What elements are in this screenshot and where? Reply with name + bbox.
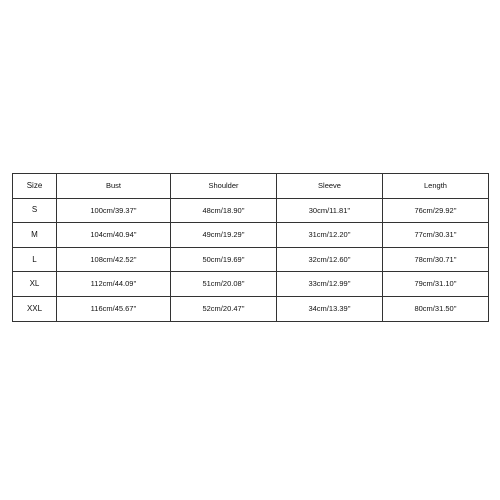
sleeve-cell: 33cm/12.99'' [277,272,383,297]
shoulder-cell: 48cm/18.90'' [171,198,277,223]
sleeve-cell: 34cm/13.39'' [277,296,383,321]
size-cell: S [13,198,57,223]
size-cell: M [13,223,57,248]
sleeve-cell: 31cm/12.20'' [277,223,383,248]
size-cell: XXL [13,296,57,321]
header-bust: Bust [57,174,171,199]
header-row [13,174,489,199]
length-cell: 76cm/29.92'' [383,198,489,223]
bust-cell: 100cm/39.37'' [57,198,171,223]
shoulder-cell: 50cm/19.69'' [171,247,277,272]
length-cell: 78cm/30.71'' [383,247,489,272]
sleeve-cell: 30cm/11.81'' [277,198,383,223]
size-chart-table [12,173,489,322]
table-row [13,272,489,297]
bust-cell: 116cm/45.67'' [57,296,171,321]
sleeve-cell: 32cm/12.60'' [277,247,383,272]
length-cell: 80cm/31.50'' [383,296,489,321]
shoulder-cell: 49cm/19.29'' [171,223,277,248]
header-shoulder: Shoulder [171,174,277,199]
table-row [13,198,489,223]
bust-cell: 104cm/40.94'' [57,223,171,248]
shoulder-cell: 52cm/20.47'' [171,296,277,321]
shoulder-cell: 51cm/20.08'' [171,272,277,297]
table-row [13,223,489,248]
bust-cell: 108cm/42.52'' [57,247,171,272]
header-length: Length [383,174,489,199]
size-cell: L [13,247,57,272]
header-sleeve: Sleeve [277,174,383,199]
length-cell: 79cm/31.10'' [383,272,489,297]
bust-cell: 112cm/44.09'' [57,272,171,297]
table-row [13,247,489,272]
length-cell: 77cm/30.31'' [383,223,489,248]
header-size: Size [13,174,57,199]
table-row [13,296,489,321]
size-cell: XL [13,272,57,297]
